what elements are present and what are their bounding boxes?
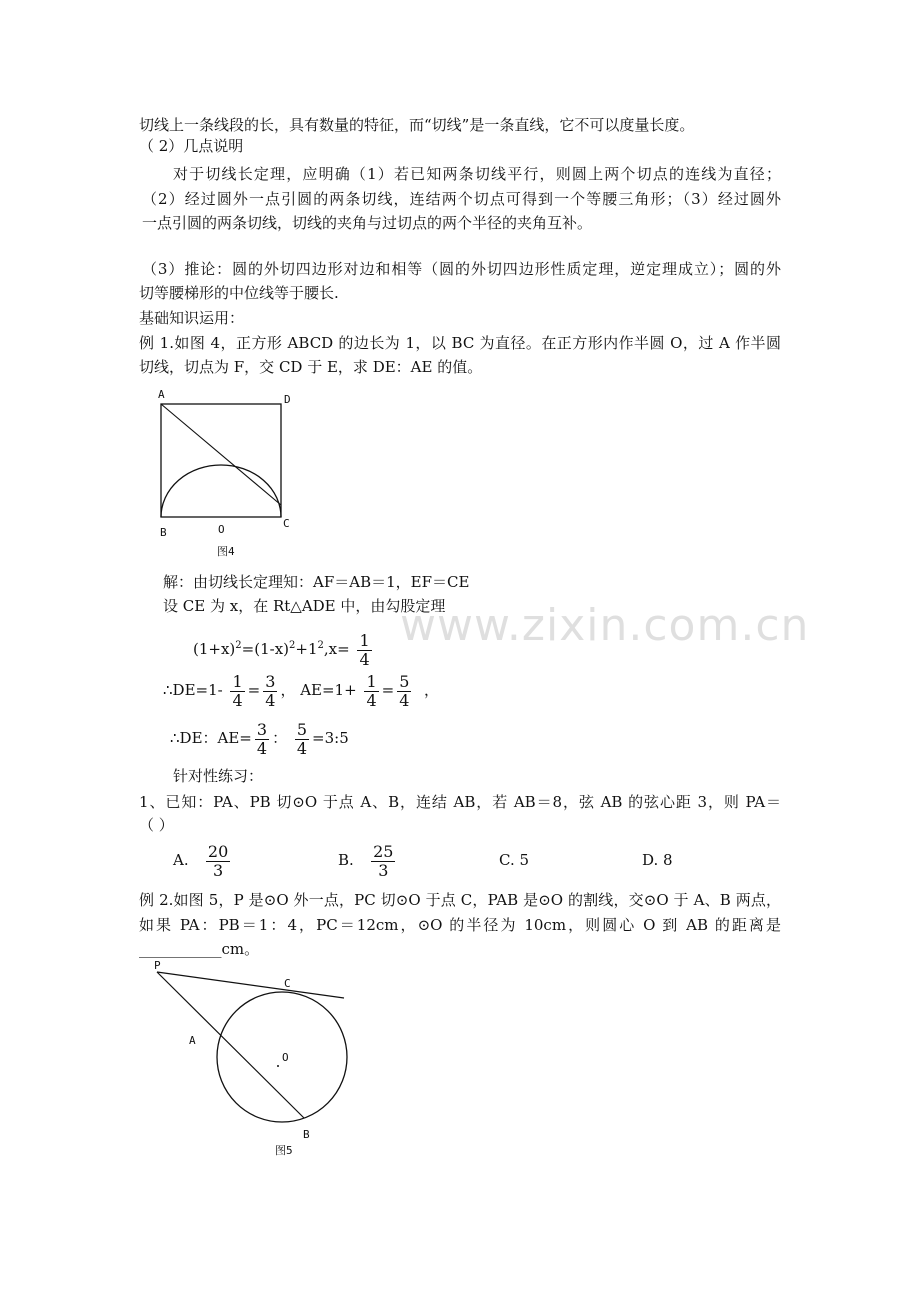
figure-5-diagram [145,955,360,1165]
equation-2: ∴DE=1- $\frac{1}{4}$ = $\frac{3}{4}$ ， AE=1+ $\frac{1}{4}$ = $\frac{5}{4}$ ， [163,671,439,710]
label-c: C [283,517,290,530]
square-abcd [161,404,281,517]
label-c: C [284,977,291,990]
label-a: A [189,1034,196,1047]
answer-blank: （ ） [139,816,174,834]
solution-line: 设 CE 为 x，在 Rt△ADE 中，由勾股定理 [163,597,446,615]
center-point-o [277,1065,279,1067]
label-b: B [160,526,167,539]
tangent-line-pc [157,972,344,998]
paragraph-line: 一点引圆的两条切线，切线的夹角与过切点的两个半径的夹角互补。 [142,214,593,232]
label-a: A [158,388,165,401]
fraction: $\frac{3}{4}$ [265,671,276,710]
watermark: www.zixin.com.cn [400,600,810,651]
paragraph-line: （2）经过圆外一点引圆的两条切线，连结两个切点可得到一个等腰三角形；（3）经过圆外 [142,190,781,208]
option-b: B. $\frac{25}{3}$ [338,841,394,880]
option-c: C. 5 [499,851,530,869]
section-heading: 基础知识运用： [139,309,245,327]
figure-4-diagram [150,385,310,560]
fraction: $\frac{25}{3}$ [373,841,394,880]
solution-line: 解：由切线长定理知：AF＝AB＝1，EF＝CE [163,573,470,591]
fraction: $\frac{5}{4}$ [296,719,308,758]
fraction: $\frac{1}{4}$ [359,630,370,669]
paragraph-line: 切等腰梯形的中位线等于腰长. [139,284,339,302]
example-text: 例 1.如图 4，正方形 ABCD 的边长为 1，以 BC 为直径。在正方形内作半圆 O，过 A 作半圆 [139,334,781,352]
figure-caption: 图4 [217,545,235,558]
fraction: $\frac{1}{4}$ [232,671,243,710]
equation-1: $(1+x)^2=(1-x)^2+1^2,x=$ $\frac{1}{4}$ [193,630,370,669]
label-o: O [218,523,225,536]
figure-caption: 图5 [275,1144,293,1157]
example-text: 如果 PA：PB＝1：4，PC＝12cm，⊙O 的半径为 10cm，则圆心 O 到 AB 的距离是 [139,916,781,934]
tangent-line-ae [161,404,281,505]
paragraph-line: （3）推论：圆的外切四边形对边和相等（圆的外切四边形性质定理，逆定理成立）；圆的外 [142,260,781,278]
fraction: $\frac{3}{4}$ [256,719,268,758]
fraction: $\frac{5}{4}$ [399,671,410,710]
fraction: $\frac{20}{3}$ [207,841,229,880]
semicircle-o [161,465,281,517]
fraction: $\frac{1}{4}$ [366,671,377,710]
option-a: A. $\frac{20}{3}$ [173,841,229,880]
example-text: 例 2.如图 5，P 是⊙O 外一点，PC 切⊙O 于点 C，PAB 是⊙O 的割线，交⊙O 于 A、B 两点， [139,891,781,909]
question-text: 1、已知：PA、PB 切⊙O 于点 A、B，连结 AB，若 AB＝8，弦 AB 的弦心距 3，则 PA＝ [139,793,781,811]
label-b: B [303,1128,310,1141]
paragraph-line: 对于切线长定理，应明确（1）若已知两条切线平行，则圆上两个切点的连线为直径； [173,165,781,183]
section-heading: （ 2）几点说明 [139,137,244,155]
label-p: P [154,959,161,972]
option-d: D. 8 [642,851,673,869]
label-d: D [284,393,291,406]
example-text: ___________cm。 [139,940,260,958]
example-text: 切线，切点为 F，交 CD 于 E，求 DE：AE 的值。 [139,358,483,376]
label-o: O [282,1051,289,1064]
practice-heading: 针对性练习： [173,767,264,785]
equation-3: ∴DE：AE= $\frac{3}{4}$ ： $\frac{5}{4}$ =3:5 [170,719,349,758]
paragraph-line: 切线上一条线段的长，具有数量的特征，而“切线”是一条直线，它不可以度量长度。 [139,116,695,134]
